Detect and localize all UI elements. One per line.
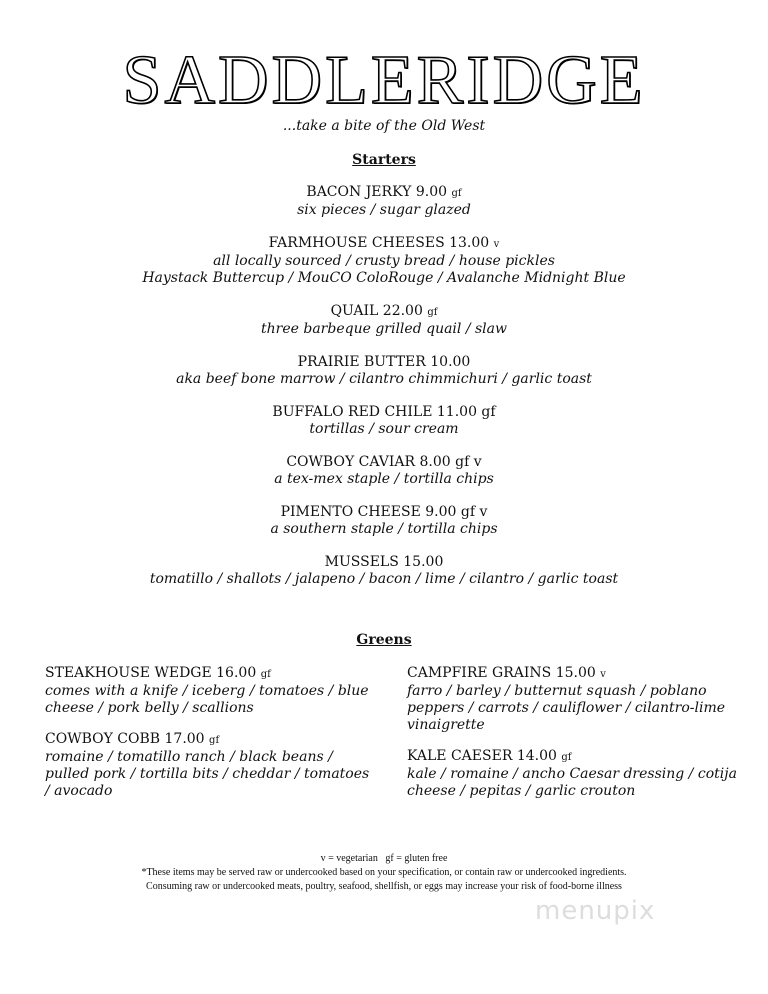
- item-name: [0, 303, 768, 321]
- item-description: tortillas / sour cream: [309, 421, 459, 437]
- item-name-text: STEAKHOUSE WEDGE 16.00: [45, 665, 257, 681]
- menu-item: [0, 404, 768, 438]
- item-description: all locally sourced / crusty bread / house pickles: [213, 253, 555, 269]
- diet-tag: gf: [561, 752, 572, 763]
- restaurant-title: SADDLERIDGE: [122, 42, 646, 119]
- diet-tag: gf: [209, 735, 220, 746]
- item-name-text: COWBOY CAVIAR 8.00 gf v: [286, 454, 482, 470]
- diet-legend: v = vegetarian gf = gluten free: [320, 853, 448, 864]
- item-name-text: BACON JERKY 9.00: [306, 184, 448, 200]
- menu-item: [45, 665, 375, 717]
- menu-item: [407, 748, 737, 800]
- item-name-text: PRAIRIE BUTTER 10.00: [297, 354, 471, 370]
- starters-list: [0, 184, 768, 604]
- diet-tag: gf: [451, 188, 462, 199]
- diet-tag: gf: [260, 669, 271, 680]
- menu-item: [45, 731, 375, 800]
- item-description: romaine / tomatillo ranch / black beans / pulled pork / tortilla bits / cheddar / tomatoes / avocado: [45, 749, 370, 799]
- section-heading-starters: Starters: [352, 152, 416, 168]
- item-name: [0, 454, 768, 471]
- menu-item: [0, 303, 768, 338]
- item-name: [45, 665, 375, 683]
- section-heading-greens: Greens: [356, 632, 412, 648]
- item-name-text: KALE CAESER 14.00: [407, 748, 557, 764]
- item-name: [0, 184, 768, 202]
- item-description: farro / barley / butternut squash / poblano peppers / carrots / cauliflower / cilantro-lime vinaigrette: [407, 683, 726, 733]
- menu-item: [407, 665, 737, 734]
- greens-left-column: [45, 665, 375, 814]
- item-description: Haystack Buttercup / MouCO ColoRouge / Avalanche Midnight Blue: [142, 270, 626, 286]
- item-name-text: QUAIL 22.00: [330, 303, 423, 319]
- item-name: [0, 504, 768, 521]
- item-name-text: MUSSELS 15.00: [324, 554, 444, 570]
- menu-item: [0, 235, 768, 287]
- item-description: a tex-mex staple / tortilla chips: [274, 471, 494, 487]
- menu-item: [0, 554, 768, 588]
- raw-notice: *These items may be served raw or undercooked based on your specification, or contain raw or undercooked ingredients.: [141, 867, 627, 878]
- tagline: ...take a bite of the Old West: [282, 118, 486, 134]
- footer: [0, 852, 768, 894]
- diet-tag: v: [493, 239, 500, 250]
- menu-item: [0, 184, 768, 219]
- item-name: [0, 554, 768, 571]
- item-description: tomatillo / shallots / jalapeno / bacon / lime / cilantro / garlic toast: [149, 571, 619, 587]
- item-name-text: PIMENTO CHEESE 9.00 gf v: [280, 504, 488, 520]
- diet-tag: v: [600, 669, 606, 680]
- item-name: [0, 235, 768, 253]
- menu-item: [0, 454, 768, 488]
- raw-notice-2: Consuming raw or undercooked meats, poultry, seafood, shellfish, or eggs may increase your risk of food-borne illness: [146, 881, 622, 892]
- diet-tag: gf: [427, 307, 438, 318]
- item-name: [45, 731, 375, 749]
- item-description: comes with a knife / iceberg / tomatoes / blue cheese / pork belly / scallions: [45, 683, 369, 716]
- menu-item: [0, 504, 768, 538]
- item-description: three barbeque grilled quail / slaw: [261, 321, 507, 337]
- watermark-logo: menupix: [535, 896, 656, 926]
- item-name-text: CAMPFIRE GRAINS 15.00: [407, 665, 596, 681]
- item-description: six pieces / sugar glazed: [297, 202, 471, 218]
- item-description: kale / romaine / ancho Caesar dressing / cotija cheese / pepitas / garlic crouton: [407, 766, 737, 799]
- menu-item: [0, 354, 768, 388]
- item-name-text: FARMHOUSE CHEESES 13.00: [268, 235, 490, 251]
- item-name-text: COWBOY COBB 17.00: [45, 731, 205, 747]
- item-name: [0, 404, 768, 421]
- item-name: [0, 354, 768, 371]
- item-name: [407, 748, 737, 766]
- greens-right-column: [407, 665, 737, 814]
- item-description: aka beef bone marrow / cilantro chimmichuri / garlic toast: [176, 371, 592, 387]
- item-name: [407, 665, 737, 683]
- item-description: a southern staple / tortilla chips: [270, 521, 498, 537]
- item-name-text: BUFFALO RED CHILE 11.00 gf: [272, 404, 496, 420]
